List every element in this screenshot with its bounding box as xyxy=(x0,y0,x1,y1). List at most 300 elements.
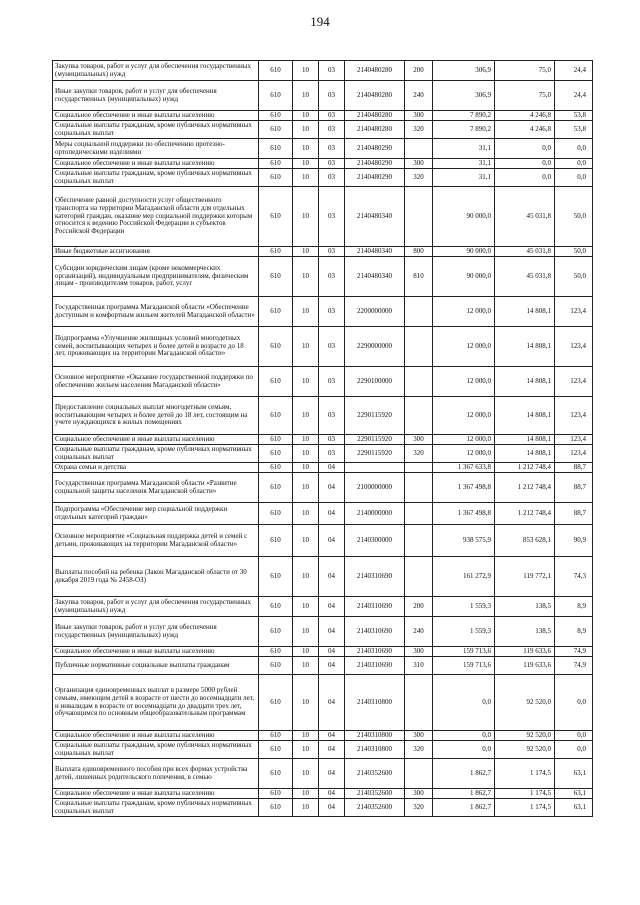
cell-section: 10 xyxy=(293,139,319,159)
cell-subsection: 04 xyxy=(319,525,345,557)
cell-admin: 610 xyxy=(259,187,293,247)
cell-execution: 45 031,8 xyxy=(495,187,555,247)
cell-name: Публичные нормативные социальные выплаты гражданам xyxy=(53,657,259,675)
cell-target: 2140480290 xyxy=(345,139,405,159)
cell-section: 10 xyxy=(293,121,319,139)
cell-target: 2140310690 xyxy=(345,657,405,675)
cell-name: Иные закупки товаров, работ и услуг для обеспечения государственных (муниципальных) нужд xyxy=(53,617,259,647)
cell-execution: 1 212 748,4 xyxy=(495,503,555,525)
cell-target: 2290115920 xyxy=(345,445,405,463)
cell-plan: 90 000,0 xyxy=(433,247,495,257)
cell-percent: 88,7 xyxy=(555,463,593,473)
table-row xyxy=(53,473,593,503)
cell-execution: 1 174,5 xyxy=(495,789,555,799)
table-row xyxy=(53,121,593,139)
cell-section: 10 xyxy=(293,759,319,789)
table-row xyxy=(53,731,593,741)
cell-name: Основное мероприятие «Социальная поддержка детей и семей с детьми, проживающих на территории Магаданской области» xyxy=(53,525,259,557)
cell-execution: 92 520,0 xyxy=(495,675,555,731)
cell-expense-type: 240 xyxy=(405,81,433,111)
cell-plan: 0,0 xyxy=(433,675,495,731)
cell-section: 10 xyxy=(293,297,319,327)
cell-subsection: 03 xyxy=(319,247,345,257)
cell-percent: 123,4 xyxy=(555,367,593,397)
cell-section: 10 xyxy=(293,741,319,759)
cell-expense-type: 320 xyxy=(405,445,433,463)
cell-section: 10 xyxy=(293,257,319,297)
cell-expense-type: 320 xyxy=(405,741,433,759)
cell-percent: 123,4 xyxy=(555,327,593,367)
cell-subsection: 03 xyxy=(319,121,345,139)
cell-target: 2140480340 xyxy=(345,247,405,257)
cell-subsection: 03 xyxy=(319,327,345,367)
cell-plan: 90 000,0 xyxy=(433,187,495,247)
cell-plan: 1 367 498,8 xyxy=(433,473,495,503)
cell-name: Меры социальной поддержки по обеспечению протезно-ортопедическими изделиями xyxy=(53,139,259,159)
cell-subsection: 04 xyxy=(319,617,345,647)
cell-plan: 1 862,7 xyxy=(433,759,495,789)
table-row xyxy=(53,759,593,789)
cell-admin: 610 xyxy=(259,297,293,327)
table-row xyxy=(53,789,593,799)
cell-admin: 610 xyxy=(259,597,293,617)
cell-expense-type xyxy=(405,139,433,159)
cell-expense-type: 310 xyxy=(405,657,433,675)
cell-admin: 610 xyxy=(259,503,293,525)
table-body xyxy=(53,61,593,817)
cell-percent: 24,4 xyxy=(555,61,593,81)
cell-target: 2140480290 xyxy=(345,159,405,169)
cell-percent: 24,4 xyxy=(555,81,593,111)
cell-expense-type xyxy=(405,525,433,557)
cell-admin: 610 xyxy=(259,741,293,759)
cell-target: 2200000000 xyxy=(345,297,405,327)
cell-target: 2140310690 xyxy=(345,557,405,597)
cell-section: 10 xyxy=(293,169,319,187)
cell-admin: 610 xyxy=(259,327,293,367)
cell-plan: 306,9 xyxy=(433,81,495,111)
cell-admin: 610 xyxy=(259,159,293,169)
cell-percent: 0,0 xyxy=(555,675,593,731)
cell-execution: 14 808,1 xyxy=(495,445,555,463)
cell-expense-type: 300 xyxy=(405,159,433,169)
cell-subsection: 04 xyxy=(319,657,345,675)
cell-percent: 8,9 xyxy=(555,597,593,617)
cell-subsection: 03 xyxy=(319,81,345,111)
cell-percent: 63,1 xyxy=(555,799,593,817)
table-row xyxy=(53,397,593,435)
cell-section: 10 xyxy=(293,789,319,799)
cell-execution: 75,0 xyxy=(495,81,555,111)
cell-plan: 161 272,9 xyxy=(433,557,495,597)
cell-subsection: 03 xyxy=(319,435,345,445)
cell-percent: 0,0 xyxy=(555,731,593,741)
cell-admin: 610 xyxy=(259,759,293,789)
cell-percent: 53,8 xyxy=(555,111,593,121)
cell-percent: 50,0 xyxy=(555,247,593,257)
cell-name: Социальные выплаты гражданам, кроме публичных нормативных социальных выплат xyxy=(53,121,259,139)
cell-subsection: 03 xyxy=(319,297,345,327)
cell-section: 10 xyxy=(293,473,319,503)
cell-name: Предоставление социальных выплат многодетным семьям, воспитывающим четырех и более детей до 18 лет, состоящим на учете нуждающихся в жилых помещениях xyxy=(53,397,259,435)
cell-percent: 88,7 xyxy=(555,503,593,525)
cell-name: Иные закупки товаров, работ и услуг для обеспечения государственных (муниципальных) нужд xyxy=(53,81,259,111)
cell-name: Подпрограмма «Улучшение жилищных условий многодетных семей, воспитывающих четырех и более детей в возрасте до 18 лет, проживающих на территории Магаданской области» xyxy=(53,327,259,367)
cell-percent: 0,0 xyxy=(555,169,593,187)
cell-subsection: 03 xyxy=(319,111,345,121)
cell-name: Выплата единовременного пособия при всех формах устройства детей, лишенных родительского попечения, в семью xyxy=(53,759,259,789)
cell-percent: 90,9 xyxy=(555,525,593,557)
cell-plan: 0,0 xyxy=(433,741,495,759)
cell-expense-type xyxy=(405,397,433,435)
cell-percent: 74,9 xyxy=(555,657,593,675)
table-row xyxy=(53,367,593,397)
table-row xyxy=(53,139,593,159)
cell-subsection: 03 xyxy=(319,397,345,435)
cell-admin: 610 xyxy=(259,61,293,81)
cell-subsection: 04 xyxy=(319,799,345,817)
cell-section: 10 xyxy=(293,61,319,81)
cell-admin: 610 xyxy=(259,557,293,597)
cell-plan: 12 000,0 xyxy=(433,445,495,463)
cell-expense-type: 320 xyxy=(405,169,433,187)
cell-plan: 31,1 xyxy=(433,159,495,169)
cell-target xyxy=(345,463,405,473)
cell-subsection: 03 xyxy=(319,445,345,463)
cell-expense-type xyxy=(405,367,433,397)
cell-admin: 610 xyxy=(259,463,293,473)
cell-subsection: 03 xyxy=(319,139,345,159)
cell-section: 10 xyxy=(293,503,319,525)
cell-execution: 14 808,1 xyxy=(495,397,555,435)
cell-section: 10 xyxy=(293,435,319,445)
cell-expense-type: 320 xyxy=(405,799,433,817)
cell-section: 10 xyxy=(293,159,319,169)
cell-plan: 12 000,0 xyxy=(433,367,495,397)
cell-admin: 610 xyxy=(259,367,293,397)
cell-target: 2140480280 xyxy=(345,61,405,81)
cell-subsection: 04 xyxy=(319,759,345,789)
cell-target: 2290115920 xyxy=(345,435,405,445)
cell-expense-type xyxy=(405,327,433,367)
cell-plan: 12 000,0 xyxy=(433,297,495,327)
cell-execution: 75,0 xyxy=(495,61,555,81)
table-row xyxy=(53,525,593,557)
budget-table xyxy=(52,60,593,817)
cell-name: Социальные выплаты гражданам, кроме публичных нормативных социальных выплат xyxy=(53,445,259,463)
cell-name: Социальное обеспечение и иные выплаты населению xyxy=(53,159,259,169)
table-row xyxy=(53,61,593,81)
cell-expense-type xyxy=(405,463,433,473)
table-row xyxy=(53,327,593,367)
cell-expense-type: 320 xyxy=(405,121,433,139)
cell-plan: 7 890,2 xyxy=(433,111,495,121)
cell-target: 2140480280 xyxy=(345,111,405,121)
cell-percent: 123,4 xyxy=(555,435,593,445)
cell-subsection: 04 xyxy=(319,473,345,503)
table-row xyxy=(53,445,593,463)
cell-target: 2140300000 xyxy=(345,525,405,557)
cell-target: 2140352600 xyxy=(345,759,405,789)
cell-name: Подпрограмма «Обеспечение мер социальной поддержки отдельных категорий граждан» xyxy=(53,503,259,525)
cell-section: 10 xyxy=(293,247,319,257)
cell-target: 2140000000 xyxy=(345,503,405,525)
cell-plan: 31,1 xyxy=(433,139,495,159)
cell-name: Государственная программа Магаданской области «Обеспечение доступным и комфортным жильем жителей Магаданской области» xyxy=(53,297,259,327)
cell-admin: 610 xyxy=(259,257,293,297)
cell-name: Обеспечение равной доступности услуг общественного транспорта на территории Магаданской области для отдельных категорий граждан, оказание мер социальной поддержки которым относится к ведению Российской Федерации и субъектов Российской Федерации xyxy=(53,187,259,247)
table-row xyxy=(53,503,593,525)
table-row xyxy=(53,169,593,187)
cell-plan: 12 000,0 xyxy=(433,435,495,445)
cell-expense-type: 300 xyxy=(405,435,433,445)
cell-execution: 119 633,6 xyxy=(495,657,555,675)
cell-execution: 0,0 xyxy=(495,169,555,187)
cell-target: 2100000000 xyxy=(345,473,405,503)
cell-execution: 138,5 xyxy=(495,617,555,647)
cell-percent: 74,9 xyxy=(555,647,593,657)
cell-plan: 12 000,0 xyxy=(433,327,495,367)
cell-name: Социальное обеспечение и иные выплаты населению xyxy=(53,435,259,445)
table-row xyxy=(53,187,593,247)
cell-target: 2290100000 xyxy=(345,367,405,397)
cell-percent: 123,4 xyxy=(555,297,593,327)
cell-section: 10 xyxy=(293,675,319,731)
cell-expense-type xyxy=(405,675,433,731)
cell-subsection: 04 xyxy=(319,597,345,617)
cell-admin: 610 xyxy=(259,675,293,731)
cell-expense-type: 240 xyxy=(405,617,433,647)
cell-plan: 159 713,6 xyxy=(433,657,495,675)
cell-admin: 610 xyxy=(259,617,293,647)
cell-execution: 1 174,5 xyxy=(495,799,555,817)
cell-execution: 45 031,8 xyxy=(495,247,555,257)
table-row xyxy=(53,557,593,597)
cell-subsection: 04 xyxy=(319,503,345,525)
cell-plan: 1 367 498,8 xyxy=(433,503,495,525)
cell-expense-type: 300 xyxy=(405,647,433,657)
cell-admin: 610 xyxy=(259,81,293,111)
cell-plan: 1 862,7 xyxy=(433,799,495,817)
cell-section: 10 xyxy=(293,799,319,817)
cell-section: 10 xyxy=(293,187,319,247)
cell-name: Закупка товаров, работ и услуг для обеспечения государственных (муниципальных) нужд xyxy=(53,61,259,81)
cell-expense-type: 300 xyxy=(405,731,433,741)
cell-execution: 119 772,1 xyxy=(495,557,555,597)
cell-admin: 610 xyxy=(259,247,293,257)
cell-section: 10 xyxy=(293,657,319,675)
cell-execution: 1 212 748,4 xyxy=(495,463,555,473)
table-row xyxy=(53,617,593,647)
cell-plan: 90 000,0 xyxy=(433,257,495,297)
cell-name: Государственная программа Магаданской области «Развитие социальной защиты населения Магаданской области» xyxy=(53,473,259,503)
table-row xyxy=(53,435,593,445)
cell-name: Социальные выплаты гражданам, кроме публичных нормативных социальных выплат xyxy=(53,799,259,817)
cell-execution: 119 633,6 xyxy=(495,647,555,657)
cell-expense-type xyxy=(405,473,433,503)
cell-section: 10 xyxy=(293,597,319,617)
cell-target: 2140310690 xyxy=(345,617,405,647)
cell-percent: 0,0 xyxy=(555,139,593,159)
cell-target: 2140310690 xyxy=(345,597,405,617)
cell-target: 2140310800 xyxy=(345,741,405,759)
cell-plan: 1 367 633,8 xyxy=(433,463,495,473)
cell-subsection: 04 xyxy=(319,675,345,731)
cell-admin: 610 xyxy=(259,657,293,675)
cell-admin: 610 xyxy=(259,525,293,557)
cell-execution: 92 520,0 xyxy=(495,741,555,759)
cell-subsection: 03 xyxy=(319,159,345,169)
cell-target: 2140310800 xyxy=(345,731,405,741)
cell-execution: 1 174,5 xyxy=(495,759,555,789)
table-row xyxy=(53,675,593,731)
cell-admin: 610 xyxy=(259,445,293,463)
cell-section: 10 xyxy=(293,617,319,647)
table-row xyxy=(53,799,593,817)
cell-percent: 8,9 xyxy=(555,617,593,647)
cell-plan: 1 862,7 xyxy=(433,789,495,799)
cell-execution: 14 808,1 xyxy=(495,327,555,367)
cell-expense-type: 810 xyxy=(405,257,433,297)
cell-execution: 0,0 xyxy=(495,139,555,159)
cell-admin: 610 xyxy=(259,121,293,139)
cell-section: 10 xyxy=(293,445,319,463)
cell-subsection: 03 xyxy=(319,367,345,397)
cell-target: 2140352600 xyxy=(345,789,405,799)
cell-target: 2140480280 xyxy=(345,121,405,139)
table-row xyxy=(53,657,593,675)
cell-expense-type: 200 xyxy=(405,61,433,81)
cell-plan: 12 000,0 xyxy=(433,397,495,435)
cell-plan: 0,0 xyxy=(433,731,495,741)
cell-plan: 1 559,3 xyxy=(433,617,495,647)
cell-name: Социальные выплаты гражданам, кроме публичных нормативных социальных выплат xyxy=(53,741,259,759)
cell-section: 10 xyxy=(293,463,319,473)
cell-subsection: 04 xyxy=(319,463,345,473)
cell-admin: 610 xyxy=(259,731,293,741)
cell-target: 2290000000 xyxy=(345,327,405,367)
cell-admin: 610 xyxy=(259,647,293,657)
cell-name: Охрана семьи и детства xyxy=(53,463,259,473)
cell-subsection: 04 xyxy=(319,731,345,741)
cell-name: Закупка товаров, работ и услуг для обеспечения государственных (муниципальных) нужд xyxy=(53,597,259,617)
cell-execution: 45 031,8 xyxy=(495,257,555,297)
cell-section: 10 xyxy=(293,327,319,367)
cell-name: Социальное обеспечение и иные выплаты населению xyxy=(53,731,259,741)
cell-name: Социальное обеспечение и иные выплаты населению xyxy=(53,111,259,121)
cell-target: 2140480290 xyxy=(345,169,405,187)
cell-percent: 88,7 xyxy=(555,473,593,503)
cell-subsection: 03 xyxy=(319,257,345,297)
cell-subsection: 04 xyxy=(319,557,345,597)
cell-execution: 1 212 748,4 xyxy=(495,473,555,503)
table-row xyxy=(53,741,593,759)
cell-name: Социальное обеспечение и иные выплаты населению xyxy=(53,647,259,657)
cell-expense-type xyxy=(405,297,433,327)
cell-plan: 1 559,3 xyxy=(433,597,495,617)
cell-percent: 53,8 xyxy=(555,121,593,139)
cell-percent: 50,0 xyxy=(555,187,593,247)
cell-section: 10 xyxy=(293,367,319,397)
cell-section: 10 xyxy=(293,397,319,435)
table-row xyxy=(53,257,593,297)
cell-name: Социальное обеспечение и иные выплаты населению xyxy=(53,789,259,799)
cell-section: 10 xyxy=(293,81,319,111)
cell-execution: 138,5 xyxy=(495,597,555,617)
cell-name: Социальные выплаты гражданам, кроме публичных нормативных социальных выплат xyxy=(53,169,259,187)
cell-execution: 14 808,1 xyxy=(495,367,555,397)
cell-expense-type xyxy=(405,503,433,525)
cell-expense-type xyxy=(405,187,433,247)
cell-name: Субсидии юридическим лицам (кроме некоммерческих организаций), индивидуальным предпринимателям, физическим лицам - производителям товаров, работ, услуг xyxy=(53,257,259,297)
page-number: 194 xyxy=(310,14,330,29)
cell-target: 2140480340 xyxy=(345,187,405,247)
cell-execution: 4 246,8 xyxy=(495,121,555,139)
cell-subsection: 03 xyxy=(319,61,345,81)
cell-admin: 610 xyxy=(259,397,293,435)
cell-percent: 0,0 xyxy=(555,741,593,759)
cell-percent: 0,0 xyxy=(555,159,593,169)
cell-target: 2140352600 xyxy=(345,799,405,817)
cell-percent: 63,1 xyxy=(555,759,593,789)
cell-subsection: 04 xyxy=(319,741,345,759)
cell-target: 2140480340 xyxy=(345,257,405,297)
cell-section: 10 xyxy=(293,111,319,121)
cell-percent: 123,4 xyxy=(555,445,593,463)
cell-expense-type: 200 xyxy=(405,597,433,617)
cell-expense-type xyxy=(405,759,433,789)
cell-plan: 306,9 xyxy=(433,61,495,81)
cell-admin: 610 xyxy=(259,111,293,121)
cell-target: 2140310690 xyxy=(345,647,405,657)
cell-execution: 0,0 xyxy=(495,159,555,169)
table-row xyxy=(53,159,593,169)
cell-expense-type: 300 xyxy=(405,111,433,121)
cell-execution: 853 628,1 xyxy=(495,525,555,557)
cell-name: Основное мероприятие «Оказание государственной поддержки по обеспечению жильем населения Магаданской области» xyxy=(53,367,259,397)
cell-subsection: 03 xyxy=(319,187,345,247)
cell-percent: 50,0 xyxy=(555,257,593,297)
cell-plan: 938 575,9 xyxy=(433,525,495,557)
cell-subsection: 03 xyxy=(319,169,345,187)
cell-target: 2290115920 xyxy=(345,397,405,435)
cell-name: Иные бюджетные ассигнования xyxy=(53,247,259,257)
cell-section: 10 xyxy=(293,731,319,741)
cell-subsection: 04 xyxy=(319,789,345,799)
cell-target: 2140310800 xyxy=(345,675,405,731)
table-row xyxy=(53,463,593,473)
cell-execution: 4 246,8 xyxy=(495,111,555,121)
cell-plan: 31,1 xyxy=(433,169,495,187)
cell-expense-type: 300 xyxy=(405,789,433,799)
cell-subsection: 04 xyxy=(319,647,345,657)
cell-name: Выплаты пособий на ребенка (Закон Магаданской области от 30 декабря 2019 года № 2458-ОЗ) xyxy=(53,557,259,597)
cell-target: 2140480280 xyxy=(345,81,405,111)
cell-execution: 14 808,1 xyxy=(495,297,555,327)
cell-name: Организация единовременных выплат в размере 5000 рублей семьям, имеющим детей в возрасте от шести до восемнадцати лет, и инвалидам в возрасте от восемнадцати до двадцати трех лет, обучающимся по основным общеобразовательным программам xyxy=(53,675,259,731)
table-row xyxy=(53,81,593,111)
cell-admin: 610 xyxy=(259,169,293,187)
cell-admin: 610 xyxy=(259,139,293,159)
table-row xyxy=(53,111,593,121)
cell-plan: 7 890,2 xyxy=(433,121,495,139)
cell-execution: 14 808,1 xyxy=(495,435,555,445)
table-row xyxy=(53,647,593,657)
cell-admin: 610 xyxy=(259,799,293,817)
table-row xyxy=(53,247,593,257)
cell-execution: 92 520,0 xyxy=(495,731,555,741)
cell-section: 10 xyxy=(293,557,319,597)
